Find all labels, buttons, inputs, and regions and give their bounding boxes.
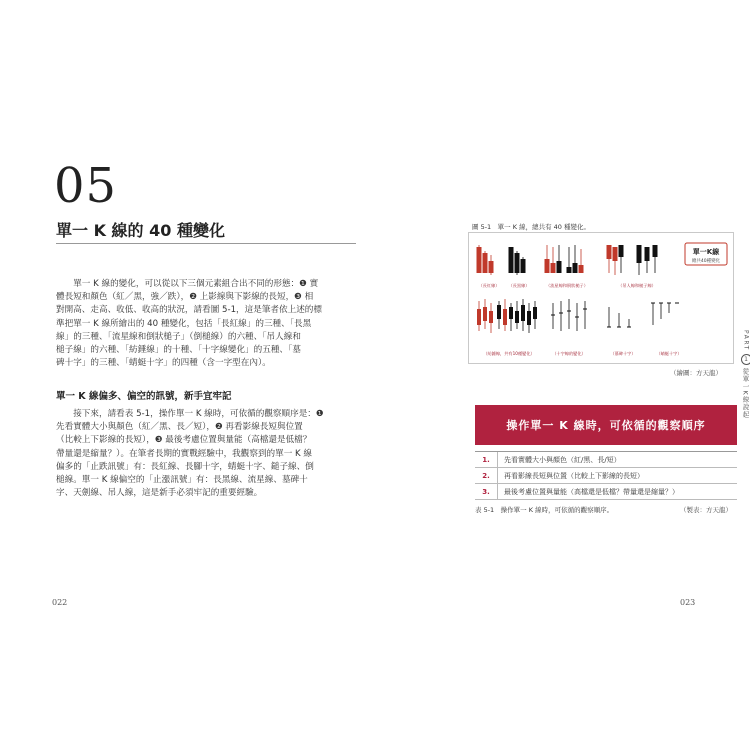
page-number-right: 023 xyxy=(680,598,696,607)
candle-body xyxy=(533,307,537,319)
step-row xyxy=(475,468,737,484)
candle-body xyxy=(477,309,481,325)
side-part-number: 1 xyxy=(741,354,750,365)
step-text: 先看實體大小與顏色（紅/黑、長/短） xyxy=(504,455,621,464)
candlestick-diagram xyxy=(469,233,733,363)
figure-group-label: （流星線和倒狀槌子） xyxy=(546,283,588,288)
table-source: （製表：方天龍） xyxy=(680,506,732,514)
right-page xyxy=(380,120,750,620)
candle-body xyxy=(607,245,612,259)
steps-table xyxy=(475,451,737,500)
candle-body xyxy=(515,253,520,273)
candle-body xyxy=(645,247,650,261)
table-caption: 表 5-1 操作單一 K 線時，可依循的觀察順序。 xyxy=(475,506,614,514)
figure-group-label: （蜻蜓十字） xyxy=(656,351,682,356)
left-page xyxy=(40,120,370,620)
section-subheading: 單一 K 線偏多、偏空的訊號，新手宜牢記 xyxy=(56,391,232,402)
figure-group-label: （吊人線和槌子線） xyxy=(618,283,656,288)
figure-group-label: （紡錘線，共有10種變化） xyxy=(483,351,535,356)
candle-body xyxy=(579,265,584,273)
candle-body xyxy=(497,305,501,319)
candle-body xyxy=(521,305,525,321)
figure-group-label: （長紅線） xyxy=(478,283,500,288)
paragraph-intro: 單一 K 線的變化，可以從以下三個元素組合出不同的形態：❶ 實 體長短和顏色（紅／黑，強／跌），❷ 上影線與下影線的長短，❸ 相 對開高、走高、收低、收高的狀況，請看圖 5-1，這是筆者依上述的標 準把單一 K 線所繪出的 40 種變化，包括「長紅線」的三種、「長黑 線」的三種、「流星線和倒狀槌子」（倒槌線）的六種、「吊人線和 槌子線」的六種、「紡錘線」的十種、「十字線變化」的五種、「墓 碑十字」的三種、「蜻蜓十字」的四種（含一字型在內）。 xyxy=(56,279,322,369)
chapter-title: 單一 K 線的 40 種變化 xyxy=(56,221,225,240)
candle-body xyxy=(567,267,572,273)
candle-body xyxy=(545,259,550,273)
candle-body xyxy=(613,247,618,261)
candle-body xyxy=(521,259,526,273)
figure-group-label: （墓碑十字） xyxy=(610,351,636,356)
paragraph-signals: 接下來，請看表 5-1，操作單一 K 線時，可依循的觀察順序是：❶ 先看實體大小與顏色（紅／黑、長／短），❷ 再看影線長短與位置 （比較上下影線的長短），❸ 最後考慮位置與量能（高檔還是低檔？ 帶量還是縮量？）。在筆者長期的實戰經驗中，我觀察到的單一 K 線 偏多的「止跌訊號」有：長紅線、長腳十字，蜻蜓十字、鎚子線、倒 槌線。單一 K 線偏空的「止漲訊號」有：長黑線、流星線、墓碑十 字、天劍線、吊人線，這是新手必須牢記的重要經驗。 xyxy=(56,409,324,499)
candle-body xyxy=(515,311,519,323)
candle-body xyxy=(483,307,487,321)
candle-body xyxy=(483,253,488,273)
figure-source: （繪圖：方天龍） xyxy=(670,369,722,377)
candle-body xyxy=(489,261,494,273)
candle-body xyxy=(573,263,578,273)
candle-body xyxy=(527,311,531,325)
figure-group-label: （長黑線） xyxy=(508,283,530,288)
figure-title-sub: 總共40種變化 xyxy=(691,259,721,264)
figure-title-main: 單一K線 xyxy=(692,248,720,256)
side-title: 從單一K線說起 xyxy=(741,367,750,419)
step-text: 再看影線長短與位置（比較上下影線的長短） xyxy=(504,471,644,480)
step-number: 2. xyxy=(475,468,498,483)
candle-body xyxy=(503,309,507,325)
candle-body xyxy=(477,247,482,273)
candle-body xyxy=(557,261,562,273)
figure-group-label: （十字線的變化） xyxy=(552,351,586,356)
candle-body xyxy=(489,311,493,323)
table-banner: 操作單一 K 線時，可依循的觀察順序 xyxy=(475,405,737,445)
side-part-label: PART xyxy=(742,330,750,351)
step-number: 1. xyxy=(475,452,498,467)
candle-body xyxy=(619,245,624,257)
step-row xyxy=(475,452,737,468)
title-divider xyxy=(56,243,356,244)
page-number-left: 022 xyxy=(52,598,68,607)
step-text: 最後考慮位置與量能（高檔還是低檔？帶量還是縮量？） xyxy=(504,487,679,496)
candle-body xyxy=(551,263,556,273)
candle-body xyxy=(653,245,658,257)
candle-body xyxy=(509,307,513,319)
candle-body xyxy=(637,245,642,263)
figure-caption: 圖 5-1 單一 K 線，總共有 40 種變化。 xyxy=(472,223,590,231)
side-tab xyxy=(740,330,750,418)
book-spread xyxy=(40,120,750,620)
candle-body xyxy=(509,247,514,273)
chapter-number: 05 xyxy=(54,158,118,214)
candlestick-figure xyxy=(468,232,734,364)
step-number: 3. xyxy=(475,484,498,499)
step-row xyxy=(475,484,737,500)
